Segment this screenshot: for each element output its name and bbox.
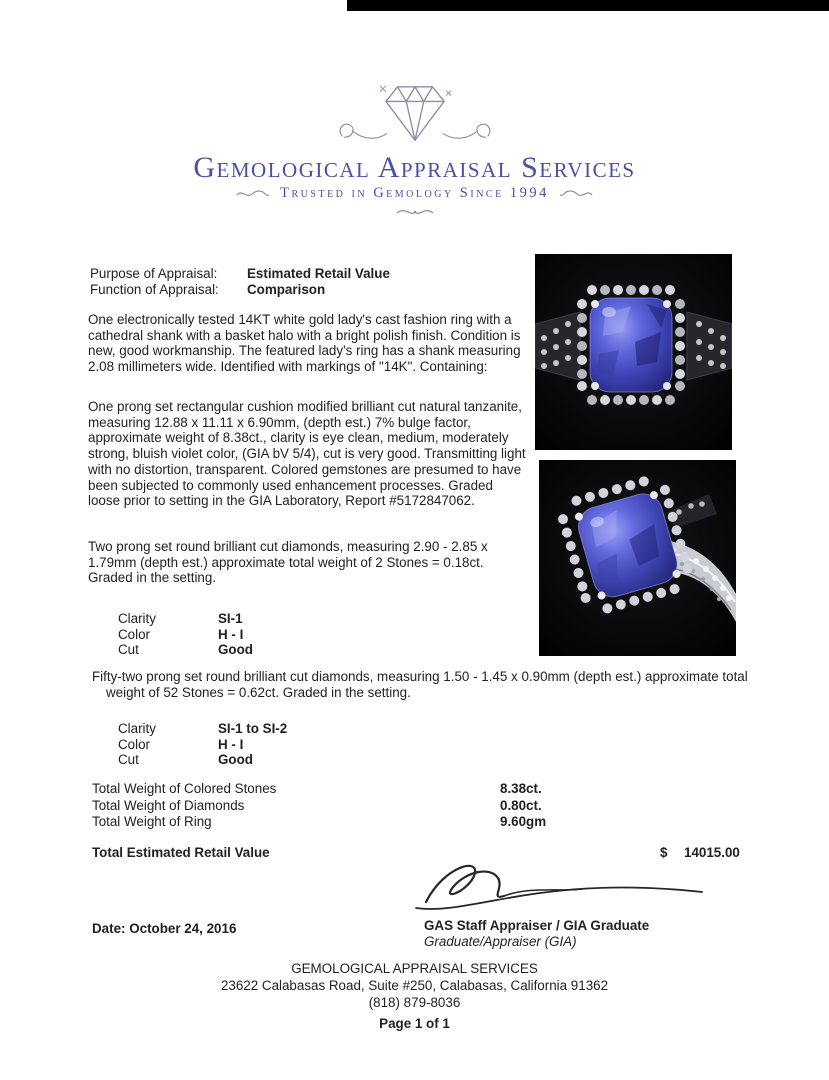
grade-row bbox=[118, 611, 253, 627]
total-value: 0.80ct. bbox=[500, 797, 542, 813]
grade-value: Good bbox=[218, 752, 253, 768]
footer-phone: (818) 879-8036 bbox=[368, 995, 461, 1010]
date-line: Date: October 24, 2016 bbox=[92, 921, 237, 936]
currency-symbol: $ bbox=[660, 845, 668, 860]
ornament-icon bbox=[0, 205, 829, 219]
company-name: Gemological Appraisal Services bbox=[193, 151, 636, 184]
scan-edge-artifact bbox=[347, 0, 829, 11]
grade-value: SI-1 to SI-2 bbox=[218, 721, 288, 736]
appraiser-block bbox=[424, 918, 649, 950]
total-row bbox=[92, 781, 772, 798]
ring-photo-angled-view bbox=[539, 460, 736, 656]
total-label: Total Weight of Diamonds bbox=[92, 797, 245, 813]
total-row bbox=[92, 798, 772, 815]
appraisal-purpose-section bbox=[90, 266, 560, 298]
grade-label: Cut bbox=[118, 752, 139, 768]
grand-total-value: 14015.00 bbox=[684, 845, 740, 860]
grade-label: Clarity bbox=[118, 611, 156, 626]
grade-label: Cut bbox=[118, 642, 139, 658]
tagline: Trusted in Gemology Since 1994 bbox=[280, 185, 549, 201]
total-label: Total Weight of Ring bbox=[92, 814, 212, 830]
grade-label: Clarity bbox=[118, 721, 156, 736]
grade-row bbox=[118, 752, 287, 768]
letterhead bbox=[0, 82, 829, 219]
appraiser-title: GAS Staff Appraiser / GIA Graduate bbox=[424, 918, 650, 933]
totals-section bbox=[92, 781, 772, 831]
grade-row bbox=[118, 721, 287, 737]
footer bbox=[0, 960, 829, 1032]
diamond-grade-table-2 bbox=[118, 721, 287, 768]
total-value: 9.60gm bbox=[500, 814, 547, 830]
diamond-grade-table-1 bbox=[118, 611, 253, 658]
grade-value: Good bbox=[218, 642, 253, 658]
signature-image bbox=[410, 856, 710, 918]
total-value: 8.38ct. bbox=[500, 781, 542, 796]
paragraph-fiftytwo-diamonds: Fifty-two prong set round brilliant cut diamonds, measuring 1.50 - 1.45 x 0.90mm (depth est.) approximate total weight of 52 Stones = 0.62ct. Graded in the setting. bbox=[92, 669, 748, 700]
grand-total-label: Total Estimated Retail Value bbox=[92, 845, 270, 860]
grade-value: H - I bbox=[218, 626, 244, 642]
purpose-label: Purpose of Appraisal: bbox=[90, 266, 218, 281]
function-value: Comparison bbox=[247, 282, 326, 297]
grade-label: Color bbox=[118, 626, 150, 642]
ring-photo-top-view bbox=[535, 254, 732, 450]
function-row bbox=[90, 282, 560, 298]
grade-row bbox=[118, 737, 287, 753]
diamond-logo-icon bbox=[0, 82, 829, 148]
flourish-left-icon bbox=[236, 188, 270, 200]
paragraph-ring-description: One electronically tested 14KT white gold lady's cast fashion ring with a cathedral shank with a basket halo with a bright polish finish. Condition is new, good workmanship. The featured lady's ring has a shank measuring 2.08 millimeters wide. Identified with markings of "14K". Containing: bbox=[88, 312, 521, 375]
footer-page-number: Page 1 of 1 bbox=[379, 1016, 450, 1031]
paragraph-tanzanite-description: One prong set rectangular cushion modified brilliant cut natural tanzanite, measuring 12.88 x 11.11 x 6.90mm, (depth est.) 7% bulge factor, approximate weight of 8.38ct., clarity is eye clean, medium, moderately strong, bluish violet color, (GIA bV 5/4), cut is very good. Transmitting light with no distortion, transparent. Colored gemstones are presumed to have been subjected to commonly used enhancement processes. Graded loose prior to setting in the GIA Laboratory, Report #5172847062. bbox=[88, 399, 526, 509]
flourish-right-icon bbox=[559, 188, 593, 200]
purpose-value: Estimated Retail Value bbox=[247, 266, 390, 281]
total-row bbox=[92, 814, 772, 831]
grade-row bbox=[118, 642, 253, 658]
total-label: Total Weight of Colored Stones bbox=[92, 781, 277, 796]
grade-value: H - I bbox=[218, 736, 244, 752]
footer-address: 23622 Calabasas Road, Suite #250, Calabasas, California 91362 bbox=[220, 978, 609, 993]
grade-row bbox=[118, 627, 253, 643]
appraiser-subtitle: Graduate/Appraiser (GIA) bbox=[424, 934, 577, 949]
grade-value: SI-1 bbox=[218, 611, 243, 626]
footer-company: GEMOLOGICAL APPRAISAL SERVICES bbox=[291, 961, 538, 976]
purpose-row bbox=[90, 266, 560, 282]
paragraph-two-diamonds: Two prong set round brilliant cut diamonds, measuring 2.90 - 2.85 x 1.79mm (depth est.) approximate total weight of 2 Stones = 0.18ct. Graded in the setting. bbox=[88, 539, 488, 586]
grade-label: Color bbox=[118, 736, 150, 752]
function-label: Function of Appraisal: bbox=[90, 282, 219, 297]
